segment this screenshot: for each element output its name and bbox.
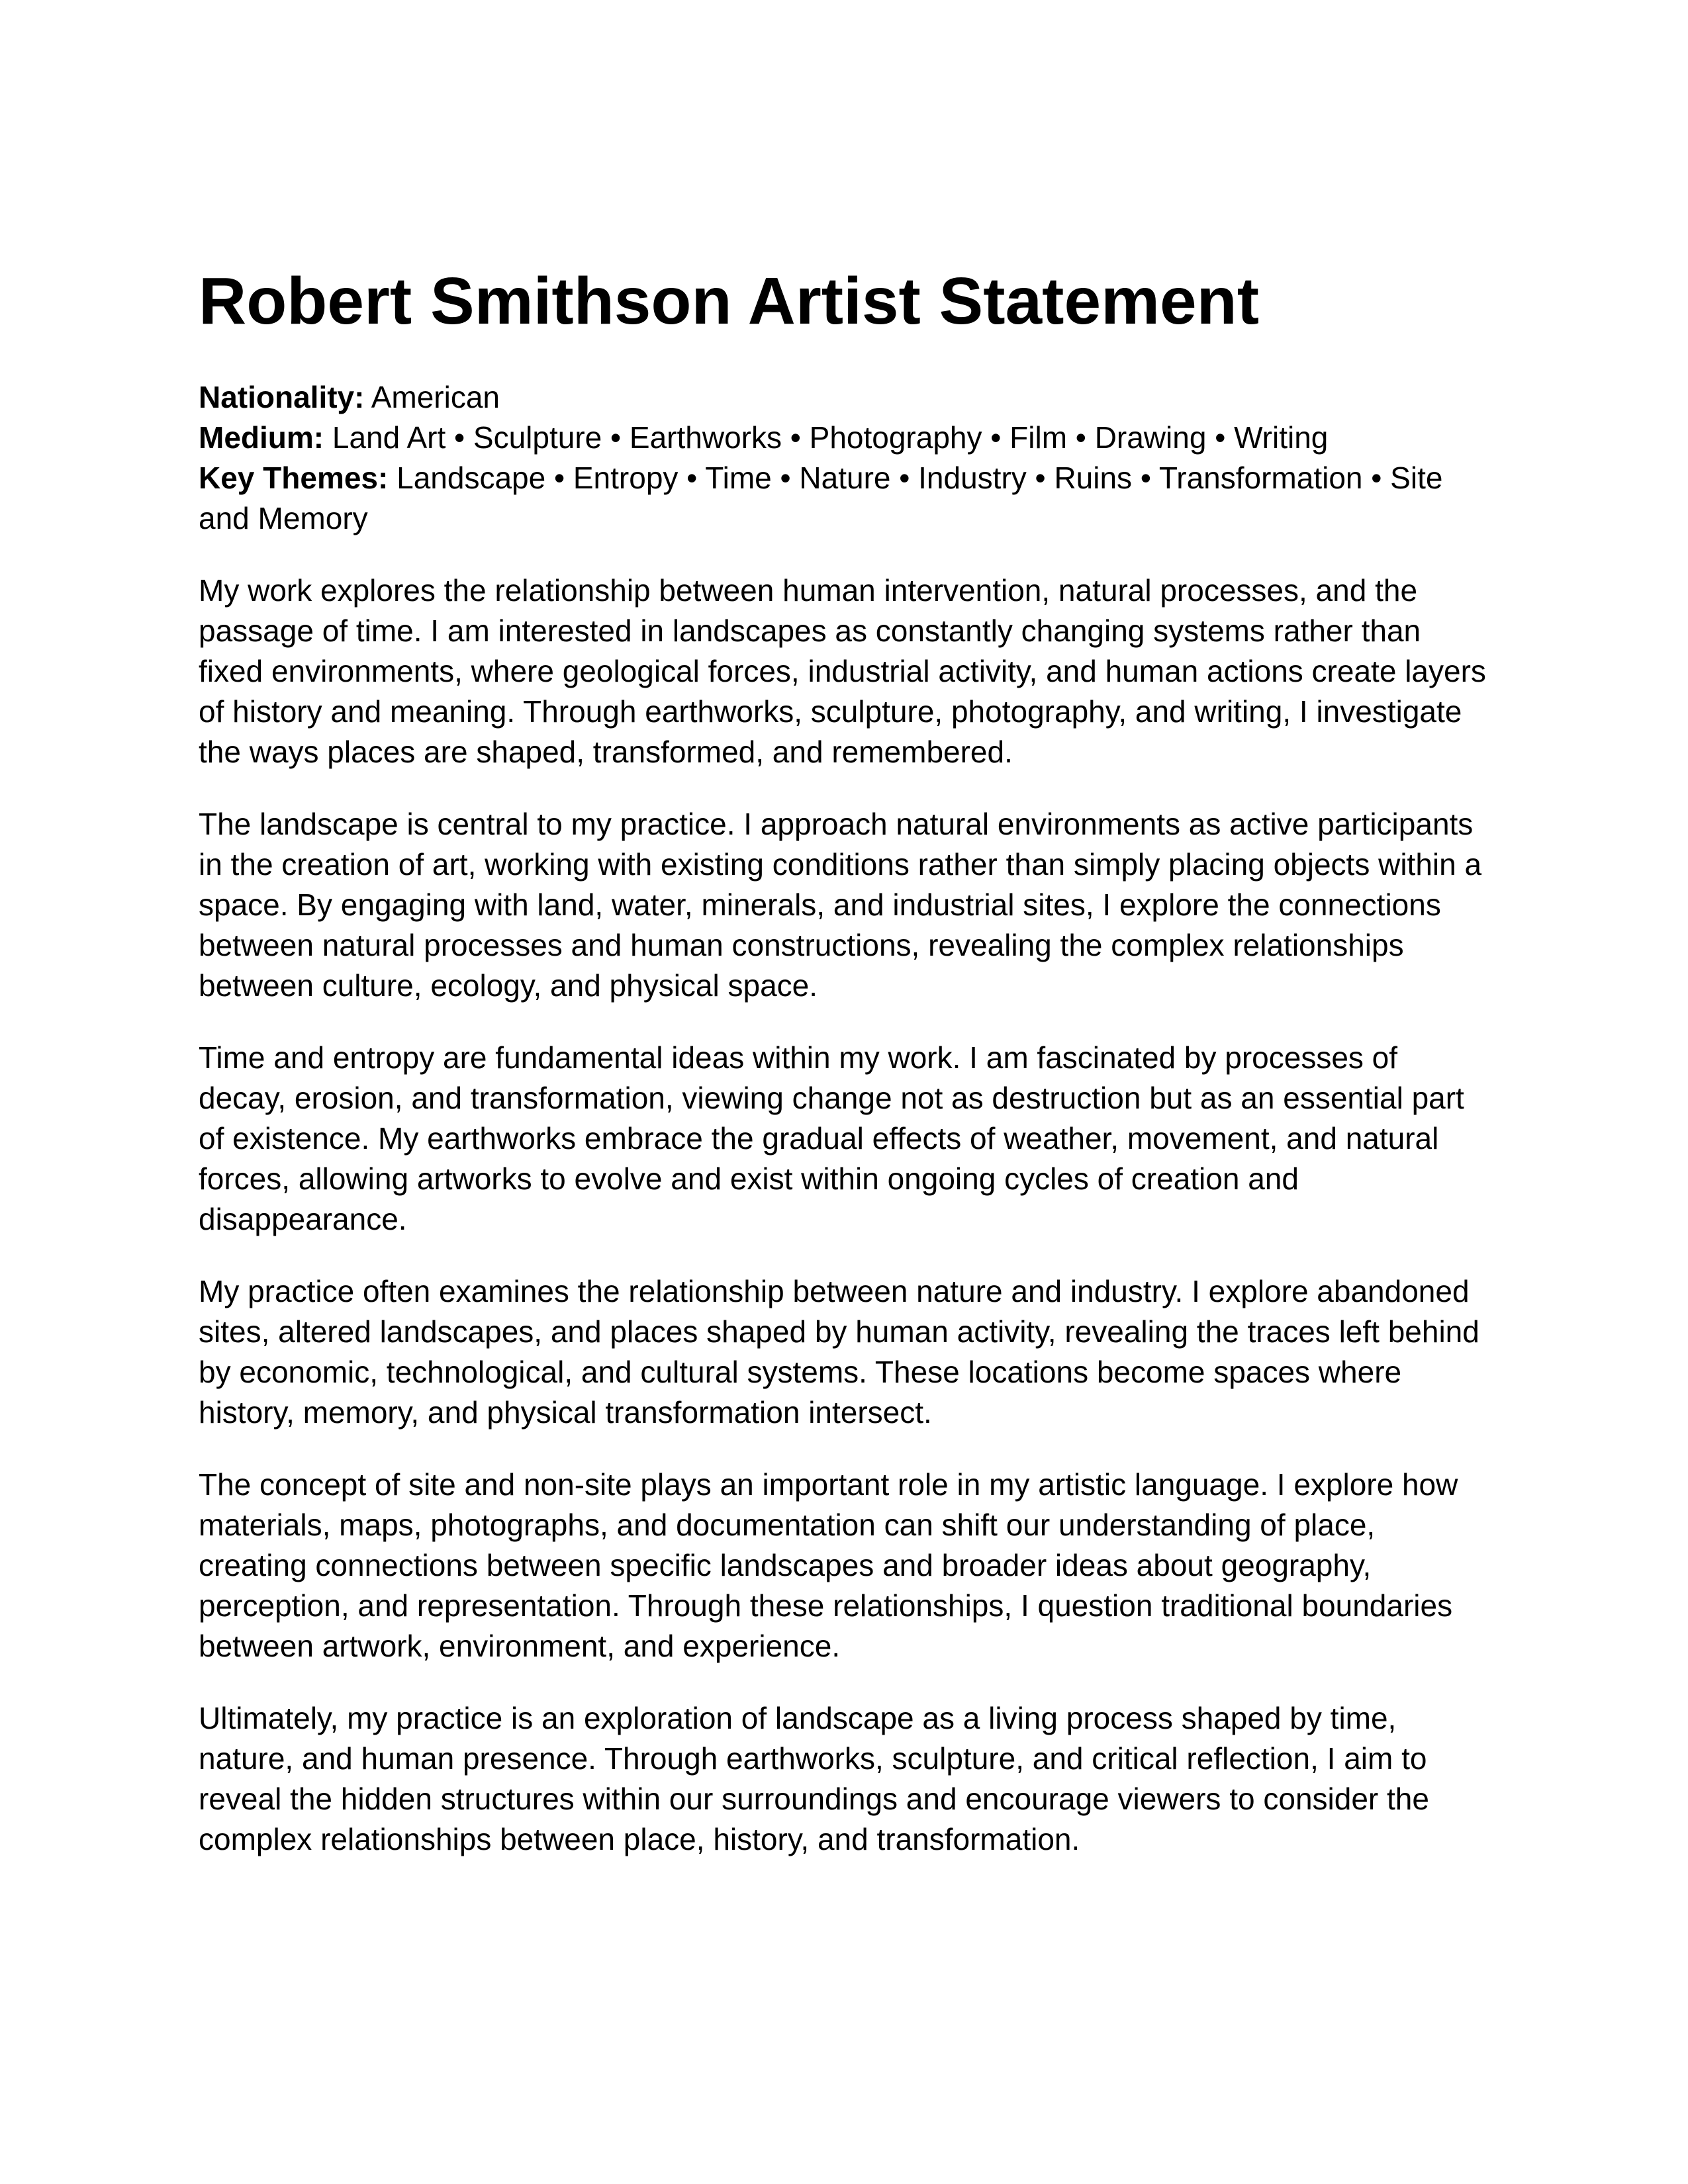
- document-page: [199, 258, 1489, 1891]
- meta-value: American: [371, 380, 500, 414]
- meta-key: Medium:: [199, 420, 324, 455]
- paragraph: My work explores the relationship between human intervention, natural processes, and the passage of time. I am interested in landscapes as constantly changing systems rather than fixed environments, where geological forces, industrial activity, and human actions create layers of history and meaning. Through earthworks, sculpture, photography, and writing, I investigate the ways places are shaped, transformed, and remembered.: [199, 573, 1486, 769]
- meta-medium: [199, 418, 1489, 458]
- meta-value: Land Art • Sculpture • Earthworks • Photography • Film • Drawing • Writing: [332, 420, 1329, 455]
- paragraph: Ultimately, my practice is an exploration of landscape as a living process shaped by time, nature, and human presence. Through earthworks, sculpture, and critical reflection, I aim to reveal the hidden structures within our surroundings and encourage viewers to consider the complex relationships between place, history, and transformation.: [199, 1701, 1429, 1856]
- paragraph: The landscape is central to my practice. I approach natural environments as active participants in the creation of art, working with existing conditions rather than simply placing objects within a space. By engaging with land, water, minerals, and industrial sites, I explore the connections between natural processes and human constructions, revealing the complex relationships between culture, ecology, and physical space.: [199, 807, 1482, 1003]
- meta-key: Nationality:: [199, 380, 365, 414]
- meta-key: Key Themes:: [199, 461, 389, 495]
- meta-key-themes: [199, 458, 1489, 539]
- metadata-block: [199, 377, 1489, 539]
- paragraph: My practice often examines the relationship between nature and industry. I explore abandoned sites, altered landscapes, and places shaped by human activity, revealing the traces left behind by economic, technological, and cultural systems. These locations become spaces where history, memory, and physical transformation intersect.: [199, 1274, 1479, 1430]
- meta-value: Landscape • Entropy • Time • Nature • Industry • Ruins • Transformation • Site and Memory: [199, 461, 1443, 535]
- meta-nationality: [199, 377, 1489, 418]
- page-title: Robert Smithson Artist Statement: [199, 264, 1260, 338]
- paragraph: The concept of site and non-site plays an important role in my artistic language. I explore how materials, maps, photographs, and documentation can shift our understanding of place, creating connections between specific landscapes and broader ideas about geography, perception, and representation. Through these relationships, I question traditional boundaries between artwork, environment, and experience.: [199, 1467, 1458, 1663]
- paragraph: Time and entropy are fundamental ideas within my work. I am fascinated by processes of decay, erosion, and transformation, viewing change not as destruction but as an essential part of existence. My earthworks embrace the gradual effects of weather, movement, and natural forces, allowing artworks to evolve and exist within ongoing cycles of creation and disappearance.: [199, 1040, 1464, 1236]
